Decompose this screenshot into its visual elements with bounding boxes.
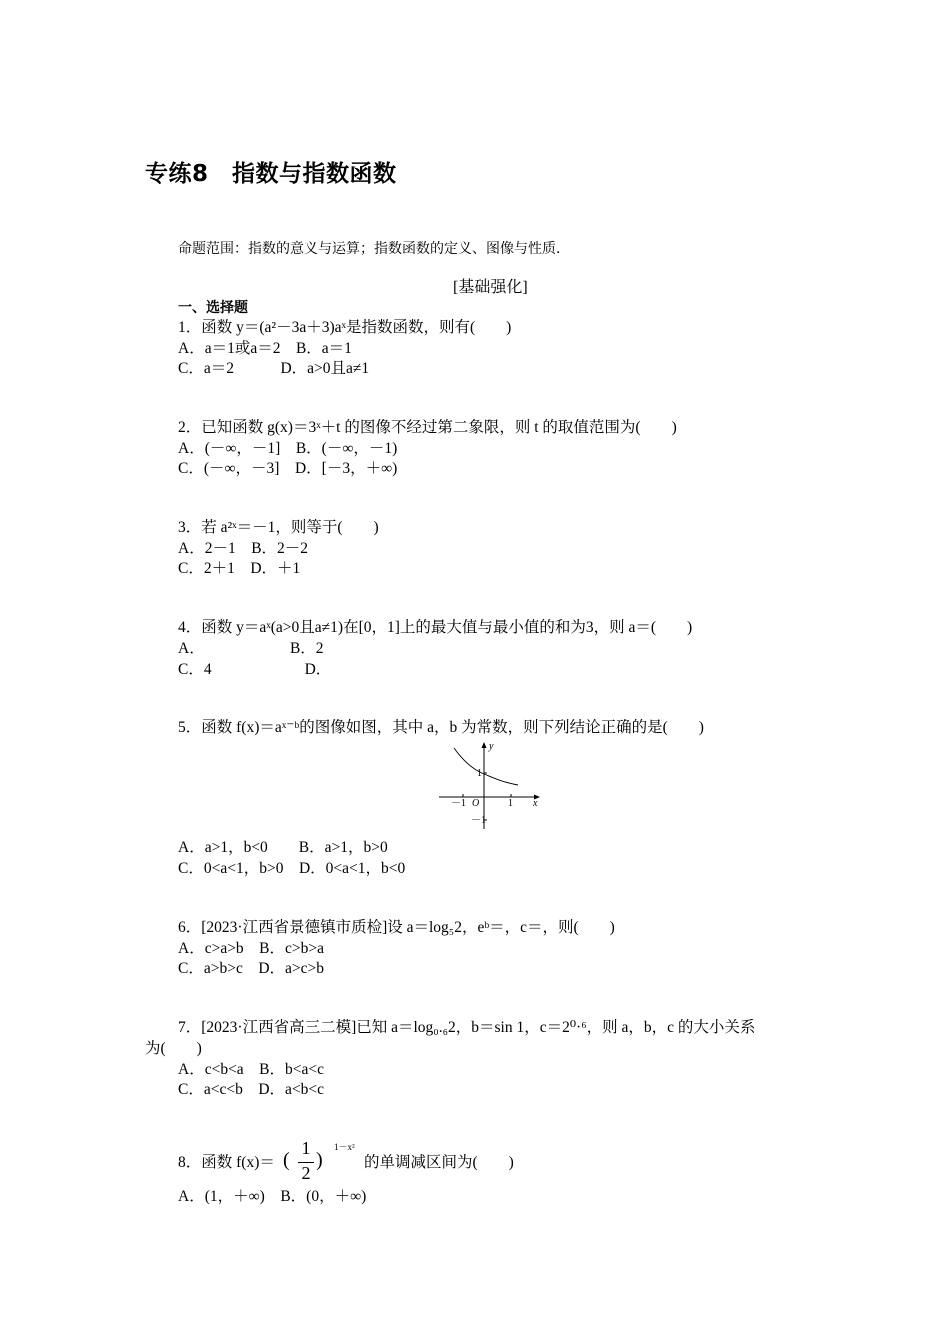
question-8-stem-suffix: 的单调减区间为( ) <box>364 1154 514 1171</box>
section-heading: 一、选择题 <box>178 300 248 316</box>
question-1-options-row-2: C．a＝2 D．a>0且a≠1 <box>178 360 370 377</box>
question-7-options-row-2: C．a<c<b D．a<b<c <box>178 1081 325 1098</box>
question-8-stem-prefix: 8．函数 f(x)＝ <box>178 1154 275 1171</box>
tick-y-pos-label: 1 <box>477 768 482 779</box>
left-paren: ( <box>283 1149 290 1171</box>
y-axis-label: y <box>489 741 494 752</box>
question-8-options-row-1: A．(1，＋∞) B．(0，＋∞) <box>178 1188 367 1205</box>
right-paren: ) <box>316 1149 323 1171</box>
question-3-stem: 3．若 a²ˣ＝－1，则等于( ) <box>178 519 379 536</box>
tick-x-neg-label: －1 <box>451 798 466 809</box>
question-2-stem: 2．已知函数 g(x)＝3ˣ＋t 的图像不经过第二象限，则 t 的取值范围为( ) <box>178 419 677 436</box>
question-4-options-row-1: A． B．2 <box>178 640 324 657</box>
question-1-stem: 1．函数 y＝(a²－3a＋3)aˣ是指数函数，则有( ) <box>178 319 512 336</box>
question-4-stem: 4．函数 y＝aˣ(a>0且a≠1)在[0，1]上的最大值与最小值的和为3，则 a＝( ) <box>178 619 693 636</box>
exponential-graph-figure <box>436 736 546 832</box>
question-5-stem: 5．函数 f(x)＝aˣ⁻ᵇ的图像如图，其中 a，b 为常数，则下列结论正确的是( ) <box>178 719 704 736</box>
question-5-options-row-2: C．0<a<1，b>0 D．0<a<1，b<0 <box>178 860 406 877</box>
x-axis-label: x <box>533 798 538 809</box>
question-6-stem: 6．[2023·江西省景德镇市质检]设 a＝log₅2，eᵇ＝，c＝，则( ) <box>178 919 615 936</box>
question-2-options-row-1: A．(－∞，－1] B．(－∞，－1) <box>178 440 398 457</box>
fraction-denominator: 2 <box>301 1163 311 1183</box>
y-axis-arrow <box>482 742 487 748</box>
question-6-options-row-1: A．c>a>b B．c>b>a <box>178 940 325 957</box>
scope-text: 命题范围：指数的意义与运算；指数函数的定义、图像与性质． <box>178 241 570 257</box>
exponential-curve <box>454 748 518 785</box>
exponent-text: 1－x² <box>334 1142 355 1152</box>
question-7-options-row-1: A．c<b<a B．b<a<c <box>178 1061 325 1078</box>
tick-x-pos-label: 1 <box>508 798 513 809</box>
section-label: [基础强化] <box>453 279 528 296</box>
question-2-options-row-2: C．(－∞，－3] D．[－3，＋∞) <box>178 460 398 477</box>
question-6-options-row-2: C．a>b>c D．a>c>b <box>178 960 325 977</box>
question-3-options-row-1: A．2－1 B．2－2 <box>178 540 309 557</box>
fraction-numerator: 1 <box>301 1138 311 1158</box>
question-1-options-row-1: A．a＝1或a＝2 B．a＝1 <box>178 340 352 357</box>
question-5-options-row-1: A．a>1，b<0 B．a>1，b>0 <box>178 839 388 856</box>
tick-y-neg-label: －1 <box>471 815 486 826</box>
question-7-stem-continued: 为( ) <box>145 1040 202 1057</box>
question-4-options-row-2: C．4 D． <box>178 661 332 678</box>
question-3-options-row-2: C．2＋1 D．＋1 <box>178 560 301 577</box>
page-title: 专练8 指数与指数函数 <box>145 161 397 187</box>
origin-label: O <box>472 798 480 809</box>
question-7-stem: 7．[2023·江西省高三二模]已知 a＝log₀.₆2，b＝sin 1，c＝2⁰·⁶，则 a，b，c 的大小关系 <box>178 1019 756 1036</box>
